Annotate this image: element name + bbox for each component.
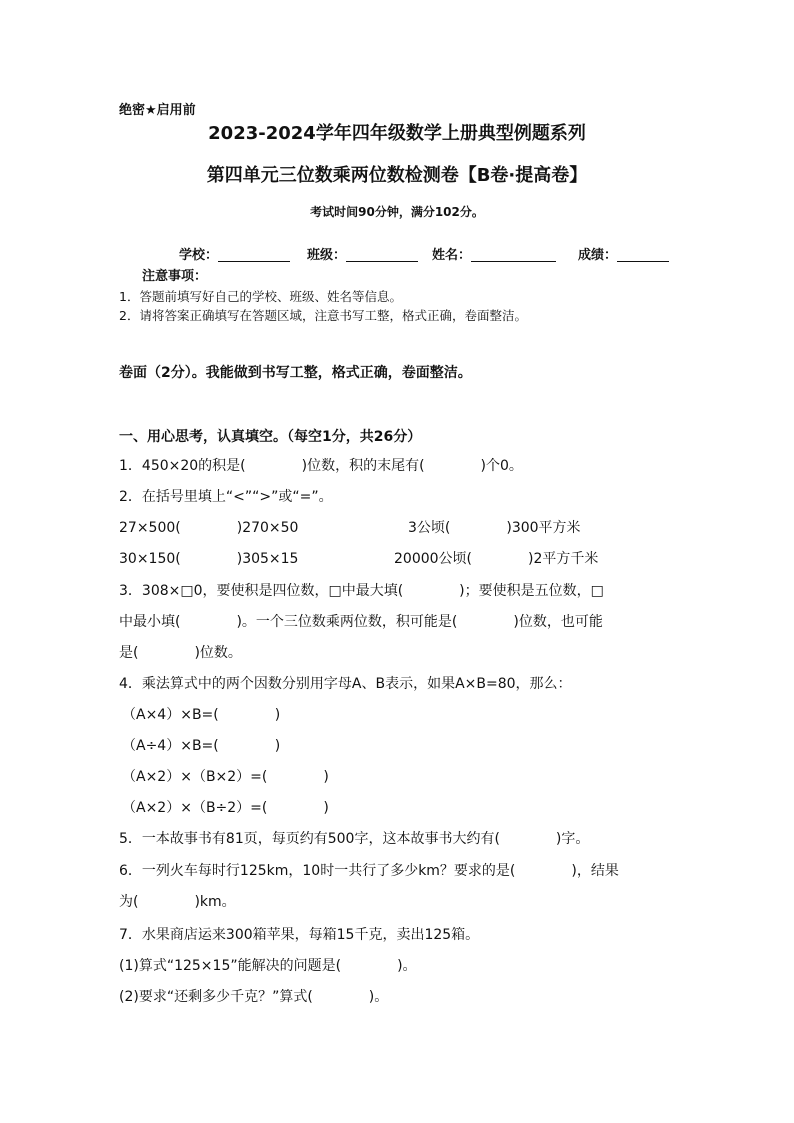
paper-neatness: 卷面（2分）。我能做到书写工整，格式正确，卷面整洁。 — [119, 365, 472, 381]
question-line: 2．在括号里填上“<”“>”或“=”。 — [119, 489, 333, 505]
note-item: 2．请将答案正确填写在答题区域，注意书写工整，格式正确，卷面整洁。 — [119, 308, 527, 323]
question-line: 27×500( )270×50 — [119, 520, 299, 536]
question-line: 7．水果商店运来300箱苹果，每箱15千克，卖出125箱。 — [119, 927, 480, 943]
question-line: 20000公顷( )2平方千米 — [394, 551, 599, 567]
score-label: 成绩： — [578, 248, 618, 263]
class-blank — [346, 247, 418, 262]
name-field — [432, 244, 556, 263]
question-line: 1．450×20的积是( )位数，积的末尾有( )个0。 — [119, 458, 523, 474]
question-line: 4．乘法算式中的两个因数分别用字母A、B表示，如果A×B=80，那么： — [119, 676, 572, 692]
score-blank — [617, 247, 669, 262]
class-field — [307, 244, 418, 263]
title-line2: 第四单元三位数乘两位数检测卷【B卷·提高卷】 — [206, 165, 588, 186]
question-line: 6．一列火车每时行125km，10时一共行了多少km？要求的是( )，结果 — [119, 863, 619, 879]
note-item: 1．答题前填写好自己的学校、班级、姓名等信息。 — [119, 289, 402, 304]
question-line: （A×2）×（B÷2）=( ) — [122, 800, 329, 816]
title-line1: 2023-2024学年四年级数学上册典型例题系列 — [208, 123, 586, 144]
notes-title: 注意事项： — [142, 269, 208, 284]
question-line: 3公顷( )300平方米 — [408, 520, 581, 536]
question-line: (2)要求“还剩多少千克？”算式( )。 — [119, 989, 389, 1005]
question-line: （A×2）×（B×2）=( ) — [122, 769, 329, 785]
secret-label: 绝密★启用前 — [119, 103, 196, 118]
question-line: 5．一本故事书有81页，每页约有500字，这本故事书大约有( )字。 — [119, 831, 590, 847]
section1-title: 一、用心思考，认真填空。（每空1分，共26分） — [119, 429, 422, 445]
name-blank — [471, 247, 556, 262]
question-line: （A×4）×B=( ) — [122, 707, 281, 723]
school-blank — [218, 247, 290, 262]
question-line: 30×150( )305×15 — [119, 551, 299, 567]
name-label: 姓名： — [432, 248, 472, 263]
score-field — [578, 244, 669, 263]
class-label: 班级： — [307, 248, 347, 263]
time-info: 考试时间90分钟，满分102分。 — [310, 205, 484, 219]
question-line: (1)算式“125×15”能解决的问题是( )。 — [119, 958, 417, 974]
school-label: 学校： — [179, 248, 219, 263]
question-line: 3．308×□0，要使积是四位数，□中最大填( )；要使积是五位数，□ — [119, 583, 604, 599]
question-line: 为( )km。 — [119, 894, 236, 910]
question-line: 中最小填( )。一个三位数乘两位数，积可能是( )位数，也可能 — [119, 614, 603, 630]
question-line: 是( )位数。 — [119, 645, 242, 661]
school-field — [179, 244, 290, 263]
question-line: （A÷4）×B=( ) — [122, 738, 281, 754]
